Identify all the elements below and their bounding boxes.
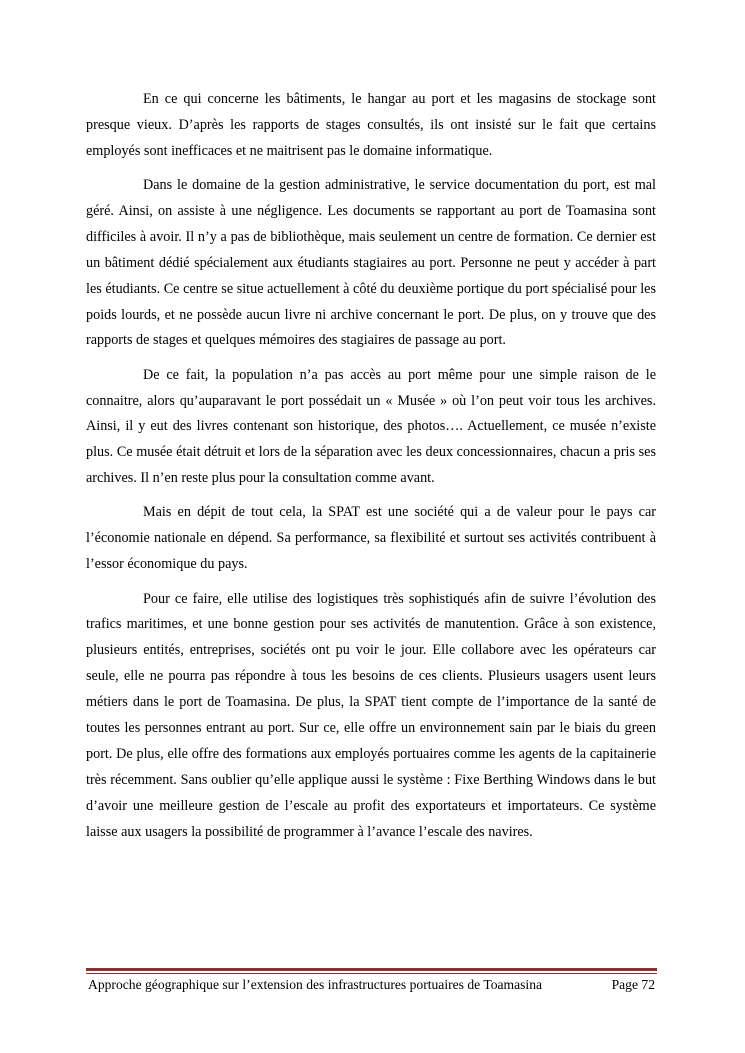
footer-divider: [86, 968, 657, 974]
document-body: [86, 87, 656, 854]
paragraph-1: En ce qui concerne les bâtiments, le hangar au port et les magasins de stockage sont presque vieux. D’après les rapports de stages consultés, ils ont insisté sur le fait que certains employés sont inefficaces et ne maitrisent pas le domaine informatique.: [86, 91, 656, 159]
page-number: Page 72: [611, 977, 655, 992]
footer-title: Approche géographique sur l’extension des infrastructures portuaires de Toamasina: [88, 977, 543, 992]
paragraph-3: De ce fait, la population n’a pas accès au port même pour une simple raison de le connaitre, alors qu’auparavant le port possédait un « Musée » où l’on peut voir tous les archives. Ainsi, il y eut des livres contenant son historique, des photos…. Actuellement, ce musée n’existe plus. Ce musée était détruit et lors de la séparation avec les deux concessionnaires, chacun a pris ses archives. Il n’en reste plus pour la consultation comme avant.: [86, 366, 656, 487]
paragraph-4: Mais en dépit de tout cela, la SPAT est une société qui a de valeur pour le pays car l’économie nationale en dépend. Sa performance, sa flexibilité et surtout ses activités contribuent à l’essor économique du pays.: [86, 504, 656, 573]
footer-rule-thin: [86, 973, 657, 974]
footer-rule-thick: [86, 968, 657, 971]
page-footer: [88, 976, 655, 994]
paragraph-5: Pour ce faire, elle utilise des logistiques très sophistiqués afin de suivre l’évolution des trafics maritimes, et une bonne gestion pour ses activités de manutention. Grâce à son existence, plusieurs entités, entreprises, sociétés ont pu voir le jour. Elle collabore avec les opérateurs car seule, elle ne pourra pas répondre à tous les besoins de ces clients. Plusieurs usagers usent leurs métiers dans le port de Toamasina. De plus, la SPAT tient compte de l’importance de la santé de toutes les personnes entrant au port. Sur ce, elle offre un environnement sain par le biais du green port. De plus, elle offre des formations aux employés portuaires comme les agents de la capitainerie très récemment. Sans oublier qu’elle applique aussi le système : Fixe Berthing Windows dans le but d’avoir une meilleure gestion de l’escale au profit des exportateurs et importateurs. Ce système laisse aux usagers la possibilité de programmer à l’avance l’escale des navires.: [86, 590, 656, 840]
paragraph-2: Dans le domaine de la gestion administrative, le service documentation du port, est mal géré. Ainsi, on assiste à une négligence. Les documents se rapportant au port de Toamasina sont difficiles à avoir. Il n’y a pas de bibliothèque, mais seulement un centre de formation. Ce dernier est un bâtiment dédié spécialement aux étudiants stagiaires au port. Personne ne peut y accéder à part les étudiants. Ce centre se situe actuellement à côté du deuxième portique du port spécialisé pour les poids lourds, et ne possède aucun livre ni archive concernant le port. De plus, on y trouve que des rapports de stages et quelques mémoires des stagiaires de passage au port.: [86, 177, 656, 349]
